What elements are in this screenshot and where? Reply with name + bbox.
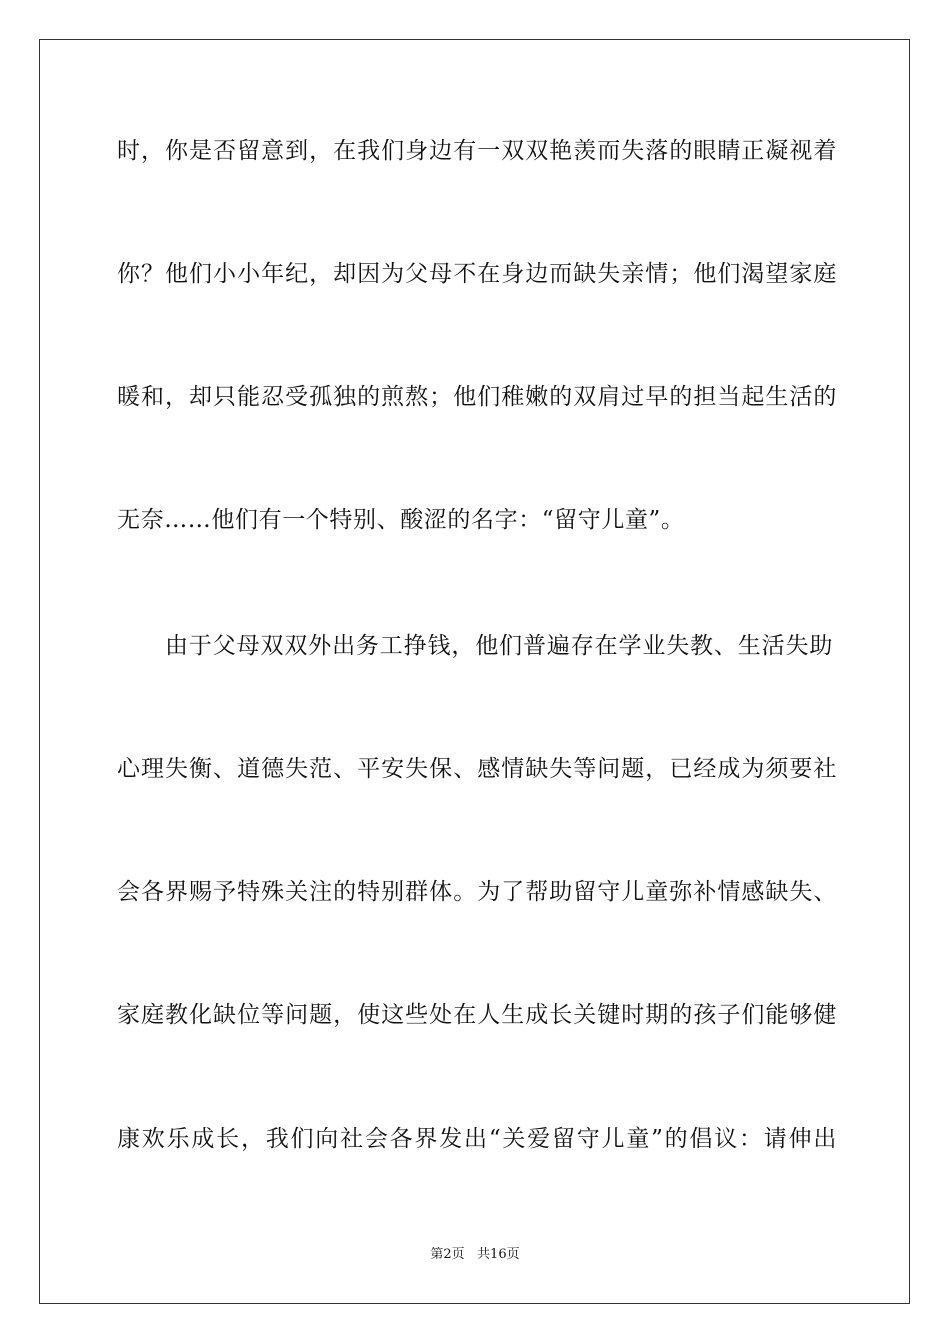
body-line-8: 家庭教化缺位等问题，使这些处在人生成长关键时期的孩子们能够健	[117, 1002, 837, 1028]
body-line-4: 无奈……他们有一个特别、酸涩的名字：“留守儿童”。	[117, 507, 685, 533]
body-line-6: 心理失衡、道德失范、平安失保、感情缺失等问题，已经成为须要社	[117, 756, 837, 782]
paragraph-start-line: 由于父母双双外出务工挣钱，他们普遍存在学业失教、生活失助	[165, 633, 833, 659]
body-line-3: 暖和，却只能忍受孤独的煎熬；他们稚嫩的双肩过早的担当起生活的	[117, 384, 837, 410]
page-number-footer: 第2页 共16页	[430, 1247, 520, 1262]
body-line-9: 康欢乐成长，我们向社会各界发出“关爱留守儿童”的倡议：请伸出	[117, 1126, 837, 1152]
body-line-7: 会各界赐予特殊关注的特别群体。为了帮助留守儿童弥补情感缺失、	[117, 879, 837, 905]
body-line-2: 你？他们小小年纪，却因为父母不在身边而缺失亲情；他们渴望家庭	[117, 261, 837, 287]
body-line-1: 时，你是否留意到，在我们身边有一双双艳羡而失落的眼睛正凝视着	[117, 138, 837, 164]
page-border	[39, 39, 910, 1304]
